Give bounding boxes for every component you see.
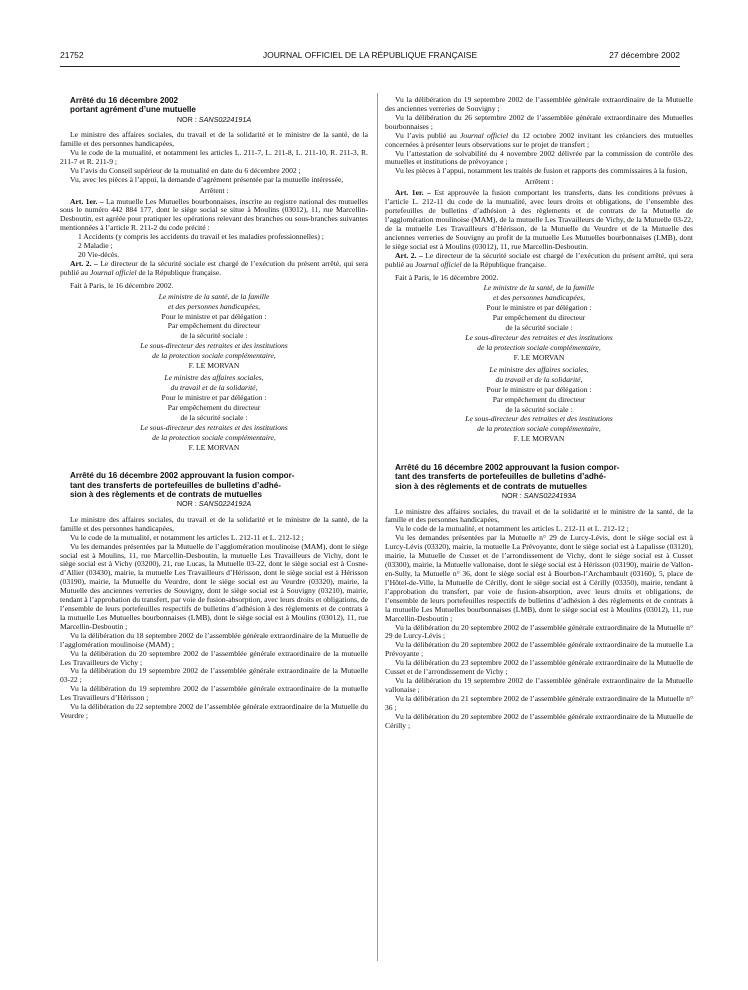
arrete-agrement [60, 96, 368, 452]
arrete-title: tant des transferts de portefeuilles de bulletins d’adhé- [70, 480, 281, 490]
signatory-name: F. LE MORVAN [513, 434, 565, 444]
arrete-fusion-1-continued [385, 96, 693, 444]
paragraph: Vu la délibération du 22 septembre 2002 de l’assemblée générale extraordinaire de la Mutuelle du Veurdre ; [60, 702, 368, 721]
arretent-heading: Arrêtent : [524, 177, 554, 187]
signature-date: Fait à Paris, le 16 décembre 2002. [70, 280, 174, 290]
paragraph: Vu la délibération du 18 septembre 2002 de l’assemblée générale extraordinaire de la Mutuelle de l’agglomération moulinoise (MAM) ; [60, 630, 368, 649]
article-1: Art. 1er. – La mutuelle Les Mutuelles bourbonnaises, inscrite au registre national des mutuelles sous le numéro 442 884 177, dont le siège social se situe à Moulins (03012), 11, rue Marcellin-Desboutin, est agréée pour pratiquer les opérations relevant des branches ou sous-branches suivantes mentionnées à l’article R. 211-2 du code précité : [60, 196, 368, 233]
signature-block: Le ministre des affaires sociales, du travail et de la solidarité, Pour le ministre et par délégation : Par empêchement du directeur de la sécurité sociale : Le sous-directeur des retraites et des institutions de la protection sociale complémentaire, F. LE MORVAN [385, 366, 693, 444]
paragraph: Vu les demandes présentées par la Mutuelle n° 29 de Lurcy-Lévis, dont le siège social est à Lurcy-Lévis (03320), mairie, la mutuelle La Prévoyante, dont le siège social est à Lapalisse (03120), mairie, la Mutuelle de Cusset et de l’arrondissement de Vichy, dont le siège social est à Cusset (03300), mairie, la Mutuelle vallonaise, dont le siège social est à Hérisson (03190), mairie de Vallon-en-Sully, la Mutuelle n° 36, dont le siège social est à Bourbon-l’Archambault (03160), 5, place de l’Hôtel-de-Ville, la Mutuelle de Cérilly, dont le siège social est à Cérilly (03350), mairie, tendant à l’approbation du transfert, par voie de fusion-absorption, avec leurs droits et obligations, de l’ensemble de leurs portefeuilles respectifs de bulletins d’adhésion à des règlements et de contrats à la mutuelle Les Mutuelles bourbonnaises (LMB), dont le siège social est à Moulins (03012), 11, rue Marcellin-Desboutin ; [385, 533, 693, 623]
journal-title: JOURNAL OFFICIEL DE LA RÉPUBLIQUE FRANÇAISE [262, 50, 478, 60]
arrete-fusion-2 [385, 463, 693, 730]
signatory-name: F. LE MORVAN [188, 361, 240, 371]
list-item: 20 Vie-décès. [78, 250, 120, 260]
page-header [60, 50, 680, 64]
paragraph: Le ministre des affaires sociales, du travail et de la solidarité et le ministre de la santé, de la famille et des personnes handicapées, [385, 506, 693, 525]
arrete-title: sion à des règlements et de contrats de mutuelles [70, 490, 263, 500]
paragraph: Vu la délibération du 19 septembre 2002 de l’assemblée générale extraordinaire de la Mutuelle vallonaise ; [385, 676, 693, 694]
nor-reference: NOR : SANS0224192A [176, 499, 252, 509]
arrete-fusion-1 [60, 471, 368, 721]
right-column [385, 96, 693, 731]
signature-block: Le ministre de la santé, de la famille et des personnes handicapées, Pour le ministre et par délégation : Par empêchement du directeur de la sécurité sociale : Le sous-directeur des retraites et des institutions de la protection sociale complémentaire, F. LE MORVAN [60, 293, 368, 371]
paragraph: Vu les demandes présentées par la Mutuelle de l’agglomération moulinoise (MAM), dont le siège social est à Moulins, 11, rue Marcellin-Desboutin, la mutuelle Les Travailleurs de Vichy, dont le siège social est à Vichy (03200), 21, rue Lucas, la Mutuelle 03-22, dont le siège social est à Cosne-d’Allier (03430), mairie, la mutuelle Les Travailleurs d’Hérisson, dont le siège social est à Hérisson (03190), mairie, la Mutuelle du Veurdre, dont le siège social est au Veurdre (03320), mairie, la Mutuelle des anciennes verreries de Souvigny, dont le siège social est à Souvigny (03210), mairie, tendant à l’approbation du transfert, par voie de fusion-absorption, avec leurs droits et obligations, de l’ensemble de leurs portefeuilles respectifs de bulletins d’adhésion à des règlements et de contrats à la mutuelle Les Mutuelles bourbonnaises (LMB), dont le siège social est à Moulins (03012), 11, rue Marcellin-Desboutin ; [60, 541, 368, 631]
signature-block: Le ministre des affaires sociales, du travail et de la solidarité, Pour le ministre et par délégation : Par empêchement du directeur de la sécurité sociale : Le sous-directeur des retraites et des institutions de la protection sociale complémentaire, F. LE MORVAN [60, 374, 368, 452]
paragraph: Vu la délibération du 19 septembre 2002 de l’assemblée générale extraordinaire de la Mutuelle 03-22 ; [60, 666, 368, 685]
nor-reference: NOR : SANS0224191A [176, 114, 252, 124]
signatory-name: F. LE MORVAN [513, 352, 565, 362]
signatory-name: F. LE MORVAN [188, 442, 240, 452]
signature-date: Fait à Paris, le 16 décembre 2002. [395, 272, 499, 282]
arrete-title: sion à des règlements et de contrats de mutuelles [395, 481, 588, 491]
paragraph: Vu la délibération du 20 septembre 2002 de l’assemblée générale extraordinaire de la Mutuelle de Cérilly ; [385, 711, 693, 730]
left-column [60, 96, 368, 721]
paragraph: Vu le code de la mutualité, et notamment les articles L. 211-7, L. 211-8, L. 211-10, R. 211-3, R. 211-7 et R. 211-9 ; [60, 147, 368, 166]
paragraph: Vu l’avis publié au Journal officiel du 12 octobre 2002 invitant les créanciers des mutuelles concernées à présenter leurs observations sur le projet de transfert ; [385, 130, 694, 149]
arrete-title: Arrêté du 16 décembre 2002 approuvant la fusion compor- [70, 471, 295, 481]
paragraph: Le ministre des affaires sociales, du travail et de la solidarité et le ministre de la santé, de la famille et des personnes handicapées, [60, 514, 368, 533]
issue-date: 27 décembre 2002 [609, 50, 680, 60]
paragraph: Vu le code de la mutualité, et notamment les articles L. 212-11 et L. 212-12 ; [395, 524, 629, 534]
paragraph: Vu la délibération du 20 septembre 2002 de l’assemblée générale extraordinaire de la Mutuelle n° 29 de Lurcy-Lévis ; [385, 622, 693, 641]
paragraph: Vu la délibération du 26 septembre 2002 de l’assemblée générale extraordinaire des Mutuelles bourbonnaises ; [385, 112, 693, 131]
arrete-title: tant des transferts de portefeuilles de bulletins d’adhé- [395, 472, 606, 482]
nor-reference: NOR : SANS0224193A [501, 491, 577, 501]
arrete-title: portant agrément d’une mutuelle [70, 105, 196, 115]
article-2: Art. 2. – Le directeur de la sécurité sociale est chargé de l’exécution du présent arrêté, qui sera publié au Journal officiel de la République française. [385, 250, 693, 269]
article-1: Art. 1er. – Est approuvée la fusion comportant les transferts, dans les conditions prévues à l’article L. 212-11 du code de la mutualité, avec leurs droits et obligations, de l’ensemble des portefeuilles de bulletins d’adhésion à des règlements et de contrats de la Mutuelle de l’agglomération moulinoise (MAM), de la mutuelle Les Travailleurs de Vichy, de la Mutuelle 03-22, de la mutuelle Les Travailleurs d’Hérisson, de la Mutuelle du Veurdre et de la Mutuelle des anciennes verreries de Souvigny au profit de la mutuelle Les Mutuelles bourbonnaises (LMB), dont le siège social est à Moulins (03012), 11, rue Marcellin-Desboutin. [385, 188, 693, 251]
paragraph: Vu la délibération du 21 septembre 2002 de l’assemblée générale extraordinaire de la Mutuelle n° 36 ; [385, 693, 693, 712]
paragraph: Vu la délibération du 23 septembre 2002 de l’assemblée générale extraordinaire de la Mutuelle de Cusset et de l’arrondissement de Vichy ; [385, 658, 693, 677]
paragraph: Vu le code de la mutualité, et notamment les articles L. 212-11 et L. 212-12 ; [70, 532, 304, 542]
arretent-heading: Arrêtent : [199, 185, 229, 195]
article-2: Art. 2. – Le directeur de la sécurité sociale est chargé de l’exécution du présent arrêté, qui sera publié au Journal officiel de la République française. [60, 258, 368, 277]
list-item: 1 Accidents (y compris les accidents du travail et les maladies professionnelles) ; [78, 232, 324, 242]
branch-list [78, 233, 368, 260]
list-item: 2 Maladie ; [78, 241, 113, 251]
paragraph: Vu la délibération du 19 septembre 2002 de l’assemblée générale extraordinaire de la Mutuelle des anciennes verreries de Souvigny ; [385, 95, 693, 113]
column-divider [377, 93, 378, 961]
paragraph: Vu, avec les pièces à l’appui, la demande d’agrément présentée par la mutuelle intéressée, [70, 174, 344, 184]
paragraph: Vu la délibération du 20 septembre 2002 de l’assemblée générale extraordinaire de la mutuelle Les Travailleurs de Vichy ; [60, 648, 368, 667]
arrete-title: Arrêté du 16 décembre 2002 approuvant la fusion compor- [395, 463, 620, 473]
paragraph: Vu les pièces à l’appui, notamment les traités de fusion et rapports des commissaires à la fusion, [395, 166, 688, 176]
paragraph: Vu l’avis du Conseil supérieur de la mutualité en date du 6 décembre 2002 ; [70, 165, 301, 175]
paragraph: Vu la délibération du 19 septembre 2002 de l’assemblée générale extraordinaire de la mutuelle Les Travailleurs d’Hérisson ; [60, 684, 368, 703]
page-number: 21752 [60, 50, 84, 60]
arrete-title: Arrêté du 16 décembre 2002 [70, 96, 178, 105]
paragraph: Vu l’attestation de solvabilité du 4 novembre 2002 délivrée par la commission de contrôle des mutuelles et institutions de prévoyance ; [385, 148, 693, 167]
signature-block: Le ministre de la santé, de la famille et des personnes handicapées, Pour le ministre et par délégation : Par empêchement du directeur de la sécurité sociale : Le sous-directeur des retraites et des institutions de la protection sociale complémentaire, F. LE MORVAN [385, 284, 693, 362]
paragraph: Vu la délibération du 20 septembre 2002 de l’assemblée générale extraordinaire de la mutuelle La Prévoyante ; [385, 640, 693, 659]
paragraph: Le ministre des affaires sociales, du travail et de la solidarité et le ministre de la santé, de la famille et des personnes handicapées, [60, 130, 368, 148]
header-rule [60, 66, 680, 67]
